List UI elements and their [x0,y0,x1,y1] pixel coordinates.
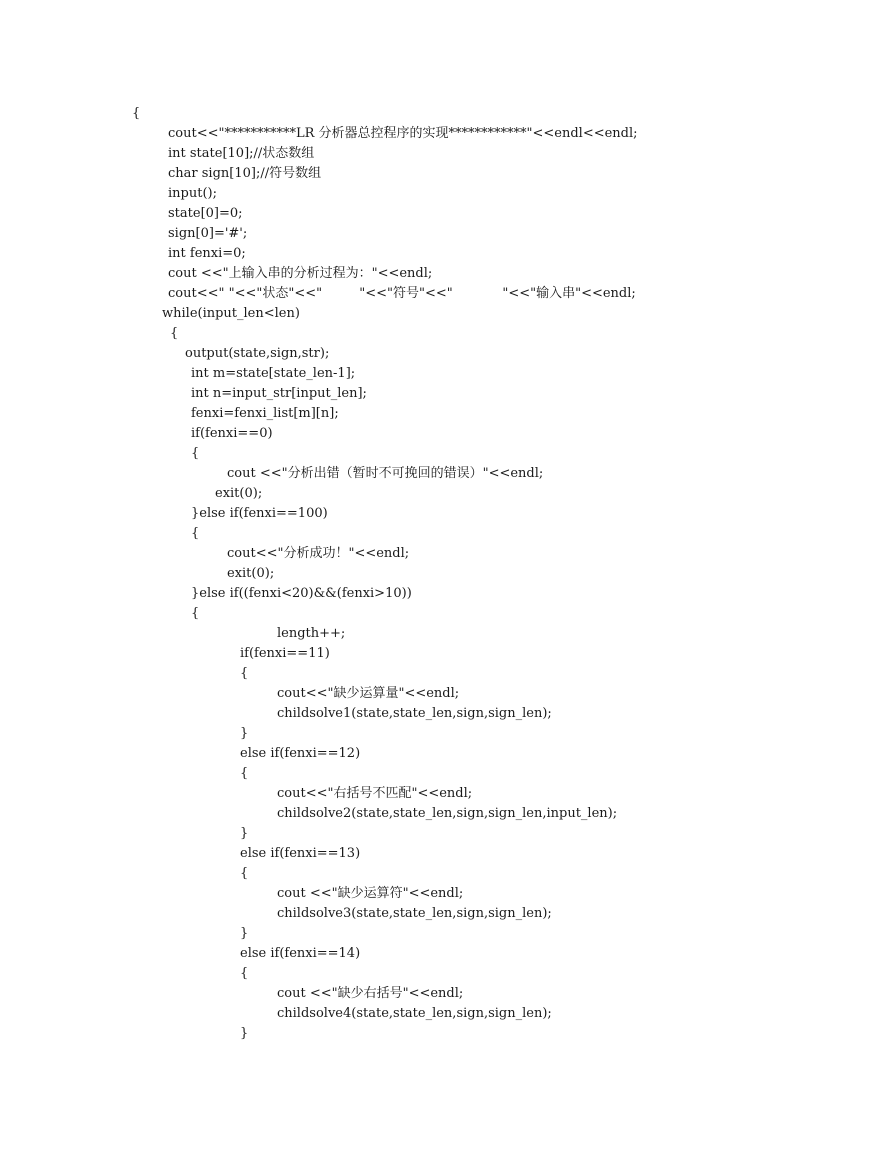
code-line: exit(0); [227,566,275,581]
code-line: { [240,666,249,681]
code-line: { [191,526,200,541]
code-line: length++; [277,626,346,641]
code-line: cout<<" "<<"状态"<<" "<<"符号"<<" "<<"输入串"<<endl; [168,286,636,301]
code-line: { [191,606,200,621]
code-line: output(state,sign,str); [185,346,330,361]
code-line: cout <<"缺少运算符"<<endl; [277,886,464,901]
code-line: childsolve3(state,state_len,sign,sign_len); [277,906,552,921]
code-line: if(fenxi==0) [191,426,273,441]
code-line: childsolve2(state,state_len,sign,sign_len,input_len); [277,806,618,821]
code-line: }else if((fenxi<20)&&(fenxi>10)) [191,586,412,601]
code-line: cout<<"右括号不匹配"<<endl; [277,786,473,801]
code-line: { [240,966,249,981]
code-line: else if(fenxi==13) [240,846,361,861]
code-line: } [240,826,249,841]
code-line: cout <<"分析出错（暂时不可挽回的错误）"<<endl; [227,466,544,481]
code-line: { [191,446,200,461]
code-line: exit(0); [215,486,263,501]
code-line: input(); [168,186,217,201]
code-line: else if(fenxi==12) [240,746,361,761]
code-line: childsolve4(state,state_len,sign,sign_len); [277,1006,552,1021]
code-line: char sign[10];//符号数组 [168,166,322,181]
code-line: else if(fenxi==14) [240,946,361,961]
code-line: cout <<"上输入串的分析过程为："<<endl; [168,266,433,281]
code-line: int n=input_str[input_len]; [191,386,367,401]
code-line: int fenxi=0; [168,246,246,261]
code-line: cout<<"***********LR 分析器总控程序的实现************"<<endl<<endl; [168,126,638,141]
code-line: state[0]=0; [168,206,243,221]
code-line: if(fenxi==11) [240,646,330,661]
code-line: { [240,866,249,881]
code-line: { [240,766,249,781]
code-line: cout<<"分析成功！"<<endl; [227,546,410,561]
code-line: } [240,1026,249,1041]
code-line: sign[0]='#'; [168,226,248,241]
code-line: int m=state[state_len-1]; [191,366,356,381]
code-line: fenxi=fenxi_list[m][n]; [191,406,339,421]
code-line: } [240,926,249,941]
code-line: } [240,726,249,741]
code-line: childsolve1(state,state_len,sign,sign_len); [277,706,552,721]
code-line: cout <<"缺少右括号"<<endl; [277,986,464,1001]
code-line: { [132,106,141,121]
code-line: }else if(fenxi==100) [191,506,328,521]
code-line: { [170,326,179,341]
code-line: cout<<"缺少运算量"<<endl; [277,686,460,701]
code-line: int state[10];//状态数组 [168,146,315,161]
code-line: while(input_len<len) [162,306,300,321]
